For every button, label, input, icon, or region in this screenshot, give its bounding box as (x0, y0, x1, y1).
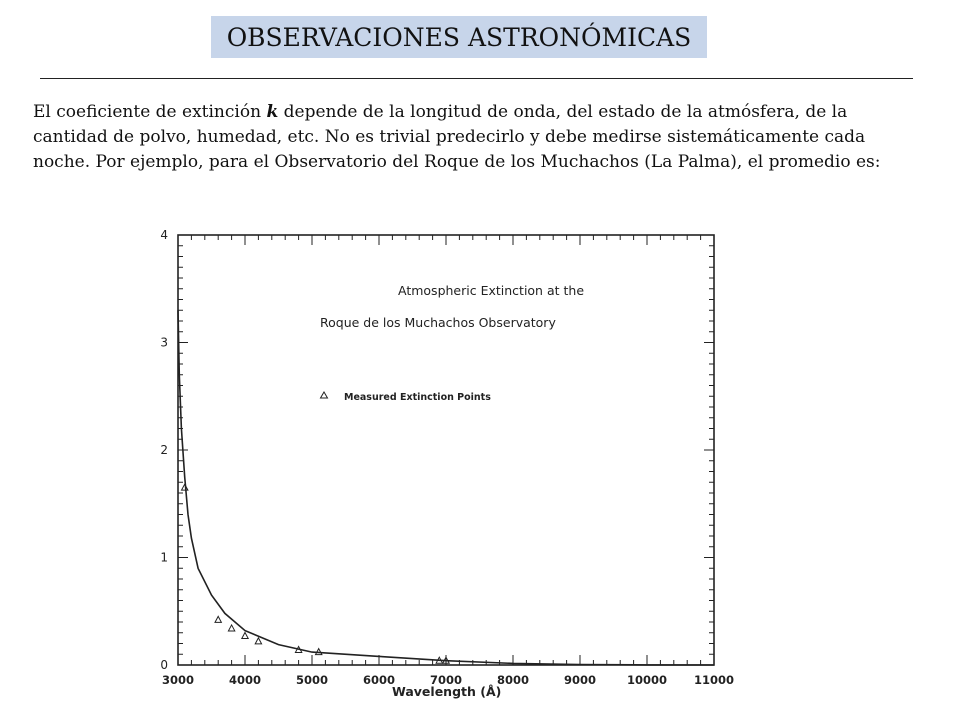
x-axis-label: Wavelength (Å) (392, 684, 502, 699)
y-axis-ticks (160, 228, 168, 672)
measured-point (242, 632, 248, 638)
measured-points (182, 484, 450, 663)
legend-triangle-marker (321, 392, 328, 398)
x-tick-label: 5000 (295, 673, 329, 687)
x-tick-label: 3000 (161, 673, 195, 687)
chart-title-line-2: Roque de los Muchachos Observatory (320, 315, 556, 330)
page-title (211, 16, 707, 58)
measured-point (215, 616, 221, 622)
x-tick-label: 6000 (362, 673, 396, 687)
measured-point (255, 638, 261, 644)
measured-point (228, 625, 234, 631)
x-tick-label: 4000 (228, 673, 262, 687)
y-tick-label: 1 (160, 550, 168, 565)
x-tick-label: 8000 (496, 673, 530, 687)
plot-frame (178, 235, 714, 665)
intro-paragraph (33, 100, 913, 175)
y-tick-label: 4 (160, 228, 168, 242)
x-tick-label: 11000 (693, 673, 735, 687)
page-title-text: OBSERVACIONES ASTRONÓMICAS (226, 22, 692, 52)
measured-point (182, 484, 188, 490)
y-tick-label: 0 (160, 658, 168, 672)
legend-label: Measured Extinction Points (344, 392, 491, 403)
extinction-chart-svg (130, 218, 770, 720)
y-tick-label: 2 (160, 443, 168, 457)
x-tick-label: 7000 (429, 673, 463, 687)
y-tick-label: 3 (160, 335, 168, 350)
extinction-curve (178, 310, 714, 665)
extinction-chart (130, 218, 770, 720)
minor-ticks (178, 235, 714, 665)
x-tick-label: 10000 (626, 673, 668, 687)
extinction-coefficient-symbol: k (266, 102, 279, 122)
chart-title-line-1: Atmospheric Extinction at the (398, 283, 585, 298)
paragraph-text-end: depende de la longitud de onda, del estado de la atmósfera, de la cantidad de polvo, humedad, etc. No es trivial predecirlo y debe medirse sistemáticamente cada noche. Por ejemplo, para el Observatorio del Roque de los Muchachos (La Palma), el promedio es: (33, 102, 881, 172)
title-divider (40, 78, 913, 79)
paragraph-text-start: El coeficiente de extinción (33, 102, 267, 122)
x-tick-label: 9000 (563, 673, 597, 687)
